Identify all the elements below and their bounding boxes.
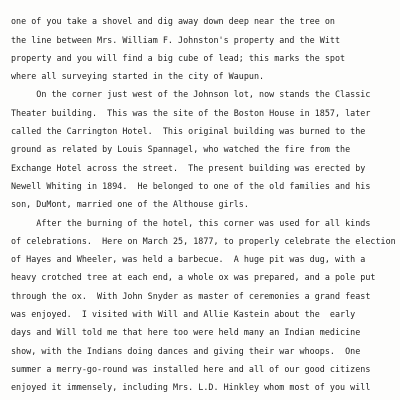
text-line: one of you take a shovel and dig away down deep near the tree on — [11, 16, 335, 27]
text-line: through the ox. With John Snyder as master of ceremonies a grand feast — [11, 290, 371, 301]
text-line: of Hayes and Wheeler, was held a barbecue. A huge pit was dug, with a — [11, 254, 366, 265]
text-line: show, with the Indians doing dances and giving their war whoops. One — [11, 345, 361, 356]
text-line: ground as related by Louis Spannagel, who watched the fire from the — [11, 144, 351, 155]
text-line: summer a merry-go-round was installed here and all of our good citizens — [11, 363, 371, 374]
text-line: Exchange Hotel across the street. The present building was erected by — [11, 162, 366, 173]
text-line: days and Will told me that here too were held many an Indian medicine — [11, 327, 361, 338]
text-line: the line between Mrs. William F. Johnston's property and the Witt — [11, 34, 341, 45]
text-line: property and you will find a big cube of lead; this marks the spot — [11, 52, 346, 63]
text-line: was enjoyed. I visited with Will and Allie Kastein about the early — [11, 309, 356, 320]
text-line: Newell Whiting in 1894. He belonged to one of the old families and his — [11, 180, 371, 191]
typewritten-text-body — [11, 0, 396, 397]
text-line: Theater building. This was the site of the Boston House in 1857, later — [11, 107, 371, 118]
text-line: heavy crotched tree at each end, a whole ox was prepared, and a pole put — [11, 272, 376, 283]
text-line: called the Carrington Hotel. This original building was burned to the — [11, 126, 366, 137]
text-line: where all surveying started in the city of Waupun. — [11, 71, 265, 82]
paragraph-start-line: On the corner just west of the Johnson lot, now stands the Classic — [11, 89, 371, 100]
paragraph-start-line: After the burning of the hotel, this corner was used for all kinds — [11, 217, 371, 228]
text-line: of celebrations. Here on March 25, 1877, to properly celebrate the election — [11, 235, 396, 246]
text-line: enjoyed it immensely, including Mrs. L.D. Hinkley whom most of you will — [11, 382, 371, 393]
text-line: son, DuMont, married one of the Althouse girls. — [11, 199, 249, 210]
text-line-cut-top — [11, 0, 396, 12]
